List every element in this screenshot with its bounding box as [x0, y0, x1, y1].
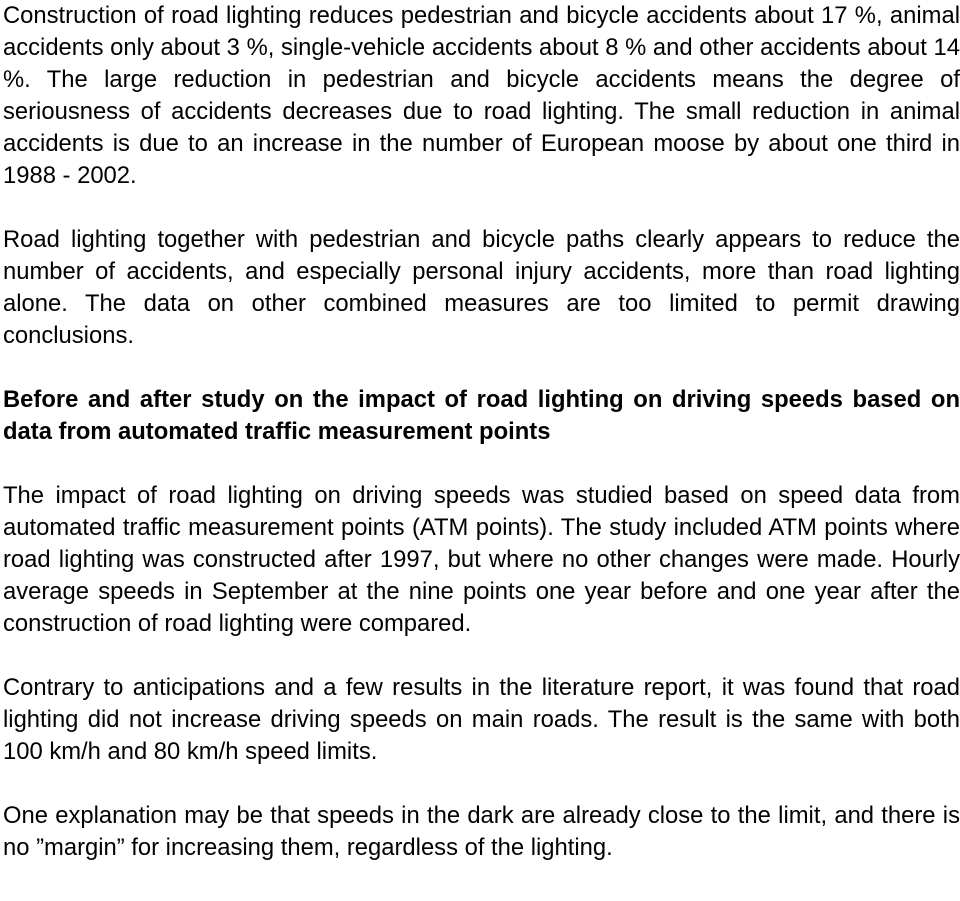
section-heading: Before and after study on the impact of road lighting on driving speeds based on data from automated traffic measurement points — [3, 386, 960, 445]
paragraph-study-method: The impact of road lighting on driving speeds was studied based on speed data from automated traffic measurement points (ATM points). The study included ATM points where road lighting was constructed after 1997, but where no other changes were made. Hourly average speeds in September at the nine points one year before and one year after the construction of road lighting were compared. — [3, 482, 960, 637]
paragraph-accident-reduction: Construction of road lighting reduces pedestrian and bicycle accidents about 17 %, animal accidents only about 3 %, single-vehicle accidents about 8 % and other accidents about 14 %. The large reduction in pedestrian and bicycle accidents means the degree of seriousness of accidents decreases due to road lighting. The small reduction in animal accidents is due to an increase in the number of European moose by about one third in 1988 - 2002. — [3, 2, 960, 189]
paragraph-explanation: One explanation may be that speeds in the dark are already close to the limit, and there is no ”margin” for increasing them, regardless of the lighting. — [3, 802, 960, 861]
paragraph-spacer — [3, 768, 960, 800]
paragraph-spacer — [3, 448, 960, 480]
paragraph-study-result: Contrary to anticipations and a few results in the literature report, it was found that road lighting did not increase driving speeds on main roads. The result is the same with both 100 km/h and 80 km/h speed limits. — [3, 674, 960, 765]
paragraph-spacer — [3, 640, 960, 672]
paragraph-spacer — [3, 352, 960, 384]
paragraph-spacer — [3, 192, 960, 224]
paragraph-combined-measures: Road lighting together with pedestrian and bicycle paths clearly appears to reduce the number of accidents, and especially personal injury accidents, more than road lighting alone. The data on other combined measures are too limited to permit drawing conclusions. — [3, 226, 960, 349]
